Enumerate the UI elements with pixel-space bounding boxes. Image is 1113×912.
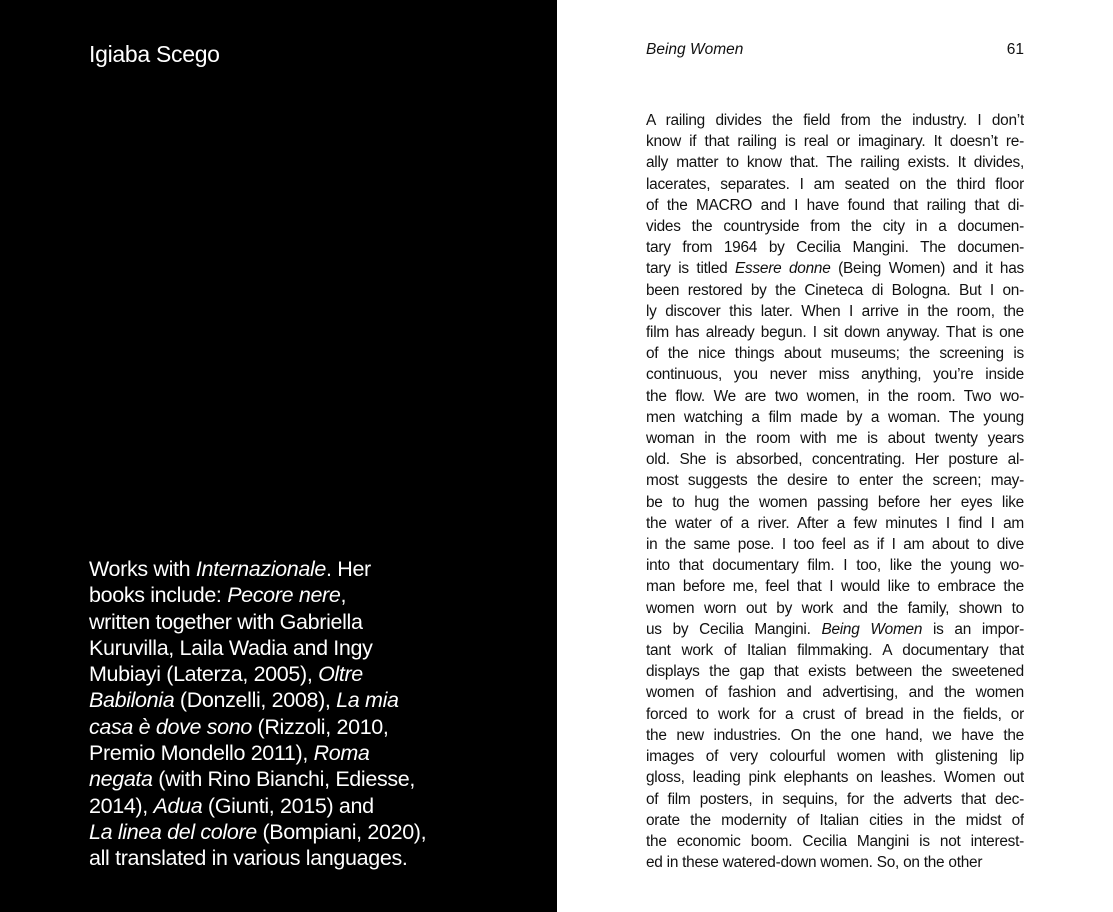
text-run: women of fashion and advertising, and the women <box>646 684 1024 702</box>
text-run: men watching a film made by a woman. The young <box>646 408 1024 426</box>
text-run: (with Rino Bianchi, Ediesse, <box>152 767 415 792</box>
author-name: Igiaba Scego <box>89 41 220 67</box>
body-line <box>646 810 1024 831</box>
text-run: ly discover this later. When I arrive in the room, the <box>646 302 1024 320</box>
bio-line <box>89 609 529 635</box>
text-run: gloss, leading pink elephants on leashes. Women out <box>646 769 1024 787</box>
body-line <box>646 831 1024 852</box>
author-bio <box>89 556 529 872</box>
body-text <box>646 110 1024 873</box>
text-run: man before me, feel that I would like to embrace the <box>646 578 1024 596</box>
body-line <box>646 789 1024 810</box>
text-run: continuous, you never miss anything, you’re inside <box>646 366 1024 384</box>
body-line <box>646 110 1024 131</box>
text-run: ed in these watered-down women. So, on the other <box>646 854 983 872</box>
text-run: (Rizzoli, 2010, <box>251 714 389 739</box>
italic-text: Oltre <box>318 662 363 687</box>
text-run: Kuruvilla, Laila Wadia and Ingy <box>89 635 373 660</box>
body-line <box>646 364 1024 385</box>
body-line <box>646 449 1024 470</box>
running-title: Being Women <box>646 41 744 58</box>
body-line <box>646 661 1024 682</box>
text-run: (Bompiani, 2020), <box>256 819 427 844</box>
text-run: orate the modernity of Italian cities in the midst of <box>646 811 1024 829</box>
body-line <box>646 258 1024 279</box>
text-run: old. She is absorbed, concentrating. Her posture al- <box>646 451 1024 469</box>
text-run: tant work of Italian filmmaking. A documentary that <box>646 642 1024 660</box>
bio-line <box>89 556 529 582</box>
text-run: know if that railing is real or imaginary. It doesn’t re- <box>646 133 1024 151</box>
bio-line <box>89 766 529 792</box>
text-run: woman in the room with me is about twenty years <box>646 430 1024 448</box>
body-line <box>646 725 1024 746</box>
body-line <box>646 619 1024 640</box>
body-line <box>646 301 1024 322</box>
text-run: (Donzelli, 2008), <box>174 688 337 713</box>
text-run: of the nice things about museums; the screening is <box>646 345 1024 363</box>
text-run: women worn out by work and the family, shown to <box>646 599 1024 617</box>
body-line <box>646 216 1024 237</box>
body-line <box>646 555 1024 576</box>
text-run: the new industries. On the one hand, we have the <box>646 726 1024 744</box>
text-run: be to hug the women passing before her eyes like <box>646 493 1024 511</box>
body-line <box>646 513 1024 534</box>
text-run: (Being Women) and it has <box>830 260 1024 278</box>
body-line <box>646 746 1024 767</box>
body-line <box>646 704 1024 725</box>
body-line <box>646 131 1024 152</box>
italic-text: Babilonia <box>89 688 175 713</box>
italic-text: Pecore nere <box>227 583 341 608</box>
body-line <box>646 152 1024 173</box>
text-run: of film posters, in sequins, for the adverts that dec- <box>646 790 1024 808</box>
text-run: Premio Mondello 2011), <box>89 741 314 766</box>
body-line <box>646 407 1024 428</box>
text-run: into that documentary film. I too, like the young wo- <box>646 557 1024 575</box>
body-line <box>646 174 1024 195</box>
text-run: all translated in various languages. <box>89 846 408 871</box>
text-run: Works with <box>89 557 196 581</box>
bio-line <box>89 635 529 661</box>
italic-text: Adua <box>153 793 203 818</box>
text-run: been restored by the Cineteca di Bologna. But I on- <box>646 281 1024 299</box>
body-line <box>646 576 1024 597</box>
bio-line <box>89 687 529 713</box>
text-run: images of very colourful women with glistening lip <box>646 748 1024 766</box>
italic-text: negata <box>89 767 153 792</box>
italic-text: Internazionale <box>195 557 327 581</box>
italic-text: casa è dove sono <box>89 714 252 739</box>
body-line <box>646 492 1024 513</box>
text-run: (Giunti, 2015) and <box>202 793 374 818</box>
body-line <box>646 852 1024 873</box>
text-run: of the MACRO and I have found that railing that di- <box>646 196 1024 214</box>
text-run: written together with Gabriella <box>89 609 363 634</box>
text-run: is an impor- <box>922 620 1024 638</box>
body-line <box>646 322 1024 343</box>
body-line <box>646 767 1024 788</box>
bio-line <box>89 845 529 871</box>
bio-line <box>89 714 529 740</box>
text-run: lacerates, separates. I am seated on the third floor <box>646 175 1024 193</box>
text-run: in the same pose. I too feel as if I am about to dive <box>646 536 1024 554</box>
text-run: forced to work for a crust of bread in the fields, or <box>646 705 1024 723</box>
bio-line <box>89 582 529 608</box>
italic-text: Roma <box>313 741 370 766</box>
bio-line <box>89 661 529 687</box>
body-line <box>646 343 1024 364</box>
text-run: tary from 1964 by Cecilia Mangini. The documen- <box>646 239 1024 257</box>
body-line <box>646 598 1024 619</box>
body-line <box>646 682 1024 703</box>
body-line <box>646 428 1024 449</box>
text-run: film has already begun. I sit down anyway. That is one <box>646 324 1024 342</box>
body-line <box>646 237 1024 258</box>
text-run: , <box>340 583 347 608</box>
text-run: us by Cecilia Mangini. <box>646 620 822 638</box>
italic-text: Essere donne <box>735 260 831 278</box>
text-run: . Her <box>326 557 371 581</box>
body-line <box>646 280 1024 301</box>
text-run: A railing divides the field from the industry. I don’t <box>646 112 1024 129</box>
text-run: books include: <box>89 583 228 608</box>
body-line <box>646 195 1024 216</box>
text-run: the water of a river. After a few minutes I find I am <box>646 514 1024 532</box>
italic-text: Being Women <box>821 620 923 638</box>
text-run: tary is titled <box>646 260 736 278</box>
text-run: Mubiayi (Laterza, 2005), <box>89 662 319 687</box>
body-line <box>646 470 1024 491</box>
text-run: the economic boom. Cecilia Mangini is not interest- <box>646 832 1024 850</box>
text-run: the flow. We are two women, in the room. Two wo- <box>646 387 1024 405</box>
text-run: vides the countryside from the city in a documen- <box>646 218 1024 236</box>
text-run: 2014), <box>89 793 154 818</box>
bio-line <box>89 819 529 845</box>
bio-line <box>89 740 529 766</box>
page-number: 61 <box>1006 41 1024 58</box>
text-run: displays the gap that exists between the sweetened <box>646 663 1024 681</box>
body-line <box>646 386 1024 407</box>
italic-text: La mia <box>336 688 399 713</box>
body-line <box>646 534 1024 555</box>
right-page <box>557 0 1113 912</box>
bio-line <box>89 793 529 819</box>
text-run: ally matter to know that. The railing exists. It divides, <box>646 154 1024 172</box>
body-line <box>646 640 1024 661</box>
text-run: most suggests the desire to enter the screen; may- <box>646 472 1024 490</box>
italic-text: La linea del colore <box>89 819 257 844</box>
